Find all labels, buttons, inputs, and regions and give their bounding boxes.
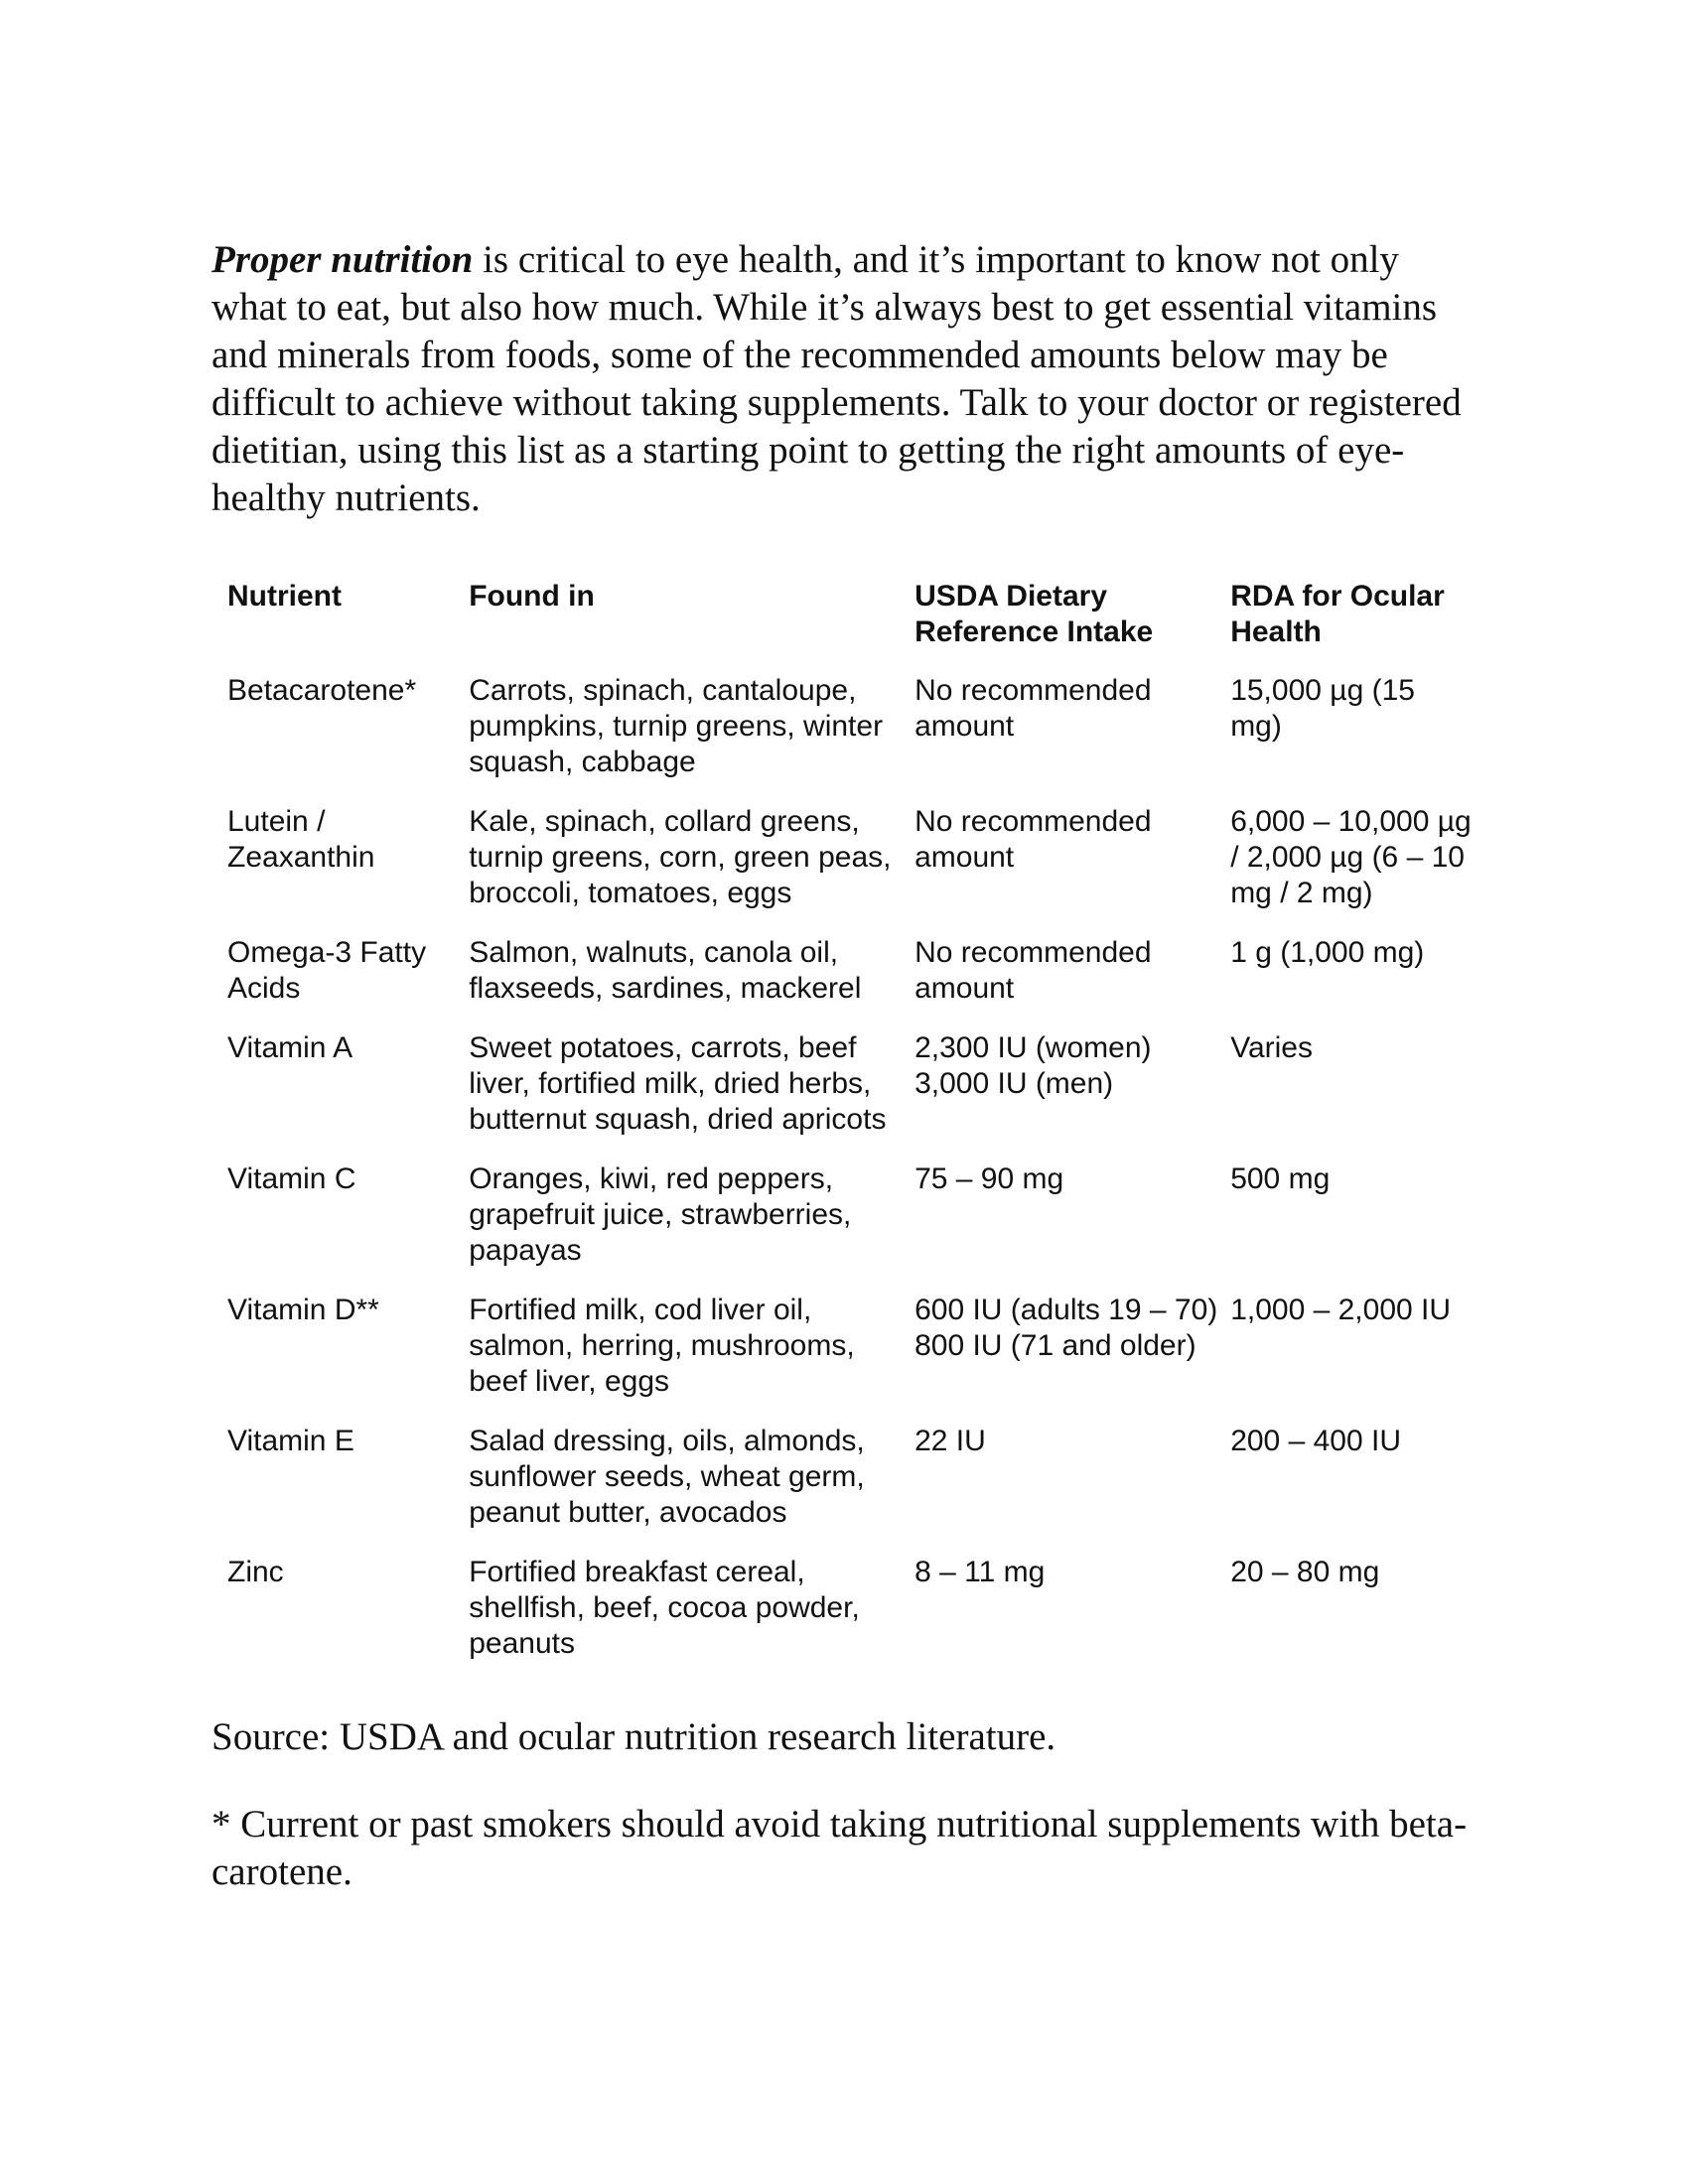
table-row [227,1293,1473,1424]
source-note: Source: USDA and ocular nutrition research literature. [211,1715,1056,1758]
table-header-row [227,579,1473,673]
nutrient-table [227,579,1473,1686]
cell-found-in: Fortified breakfast cereal, shellfish, beef, cocoa powder, peanuts [469,1556,860,1660]
cell-nutrient: Vitamin C [227,1162,356,1195]
cell-usda-intake: No recommended amount [914,674,1152,743]
cell-nutrient: Zinc [227,1556,284,1588]
cell-found-in: Salad dressing, oils, almonds, sunflower seeds, wheat germ, peanut butter, avocados [469,1425,865,1529]
cell-rda-ocular: 6,000 – 10,000 µg / 2,000 µg (6 – 10 mg / 2 mg) [1230,805,1472,909]
table-row [227,1424,1473,1555]
header-nutrient: Nutrient [227,580,342,613]
cell-found-in: Kale, spinach, collard greens, turnip greens, corn, green peas, broccoli, tomatoes, eggs [469,805,892,909]
table-row [227,1030,1473,1161]
cell-nutrient: Vitamin D** [227,1294,379,1326]
cell-rda-ocular: 15,000 µg (15 mg) [1230,674,1415,743]
cell-nutrient: Vitamin E [227,1425,354,1457]
cell-usda-intake: 8 – 11 mg [914,1556,1046,1588]
cell-found-in: Sweet potatoes, carrots, beef liver, fortified milk, dried herbs, butternut squash, dried apricots [469,1031,887,1136]
header-rda-ocular: RDA for Ocular Health [1230,580,1445,648]
smoker-footnote: * Current or past smokers should avoid taking nutritional supplements with beta-carotene. [211,1803,1468,1893]
cell-usda-intake: 2,300 IU (women) 3,000 IU (men) [914,1031,1152,1100]
cell-nutrient: Betacarotene* [227,674,417,707]
cell-found-in: Carrots, spinach, cantaloupe, pumpkins, turnip greens, winter squash, cabbage [469,674,884,778]
cell-rda-ocular: 200 – 400 IU [1230,1425,1401,1457]
cell-nutrient: Omega-3 Fatty Acids [227,936,427,1005]
cell-rda-ocular: 1,000 – 2,000 IU [1230,1294,1452,1326]
cell-rda-ocular: 1 g (1,000 mg) [1230,936,1425,969]
cell-usda-intake: 75 – 90 mg [914,1162,1064,1195]
cell-rda-ocular: 20 – 80 mg [1230,1556,1380,1588]
table-row [227,673,1473,804]
cell-rda-ocular: 500 mg [1230,1162,1331,1195]
header-found-in: Found in [469,580,595,613]
cell-found-in: Salmon, walnuts, canola oil, flaxseeds, sardines, mackerel [469,936,862,1005]
cell-nutrient: Lutein / Zeaxanthin [227,805,375,874]
table-row [227,1555,1473,1686]
cell-found-in: Oranges, kiwi, red peppers, grapefruit juice, strawberries, papayas [469,1162,852,1267]
header-usda-intake: USDA Dietary Reference Intake [914,580,1154,648]
table-row [227,1161,1473,1293]
intro-paragraph [211,236,1473,522]
table-row [227,935,1473,1030]
cell-usda-intake: 600 IU (adults 19 – 70) 800 IU (71 and older) [914,1294,1218,1362]
cell-usda-intake: No recommended amount [914,805,1152,874]
cell-found-in: Fortified milk, cod liver oil, salmon, herring, mushrooms, beef liver, eggs [469,1294,855,1398]
table-row [227,804,1473,935]
cell-nutrient: Vitamin A [227,1031,353,1064]
cell-usda-intake: No recommended amount [914,936,1152,1005]
cell-usda-intake: 22 IU [914,1425,986,1457]
intro-lead: Proper nutrition [211,238,474,281]
intro-text: is critical to eye health, and it’s important to know not only what to eat, but also how much. While it’s always best to get essential vitamins and minerals from foods, some of the recommended amounts below may be difficult to achieve without taking supplements. Talk to your doctor or registered dietitian, using this list as a starting point to getting the right amounts of eye-healthy nutrients. [211,238,1462,519]
document-page [211,236,1473,1896]
cell-rda-ocular: Varies [1230,1031,1313,1064]
